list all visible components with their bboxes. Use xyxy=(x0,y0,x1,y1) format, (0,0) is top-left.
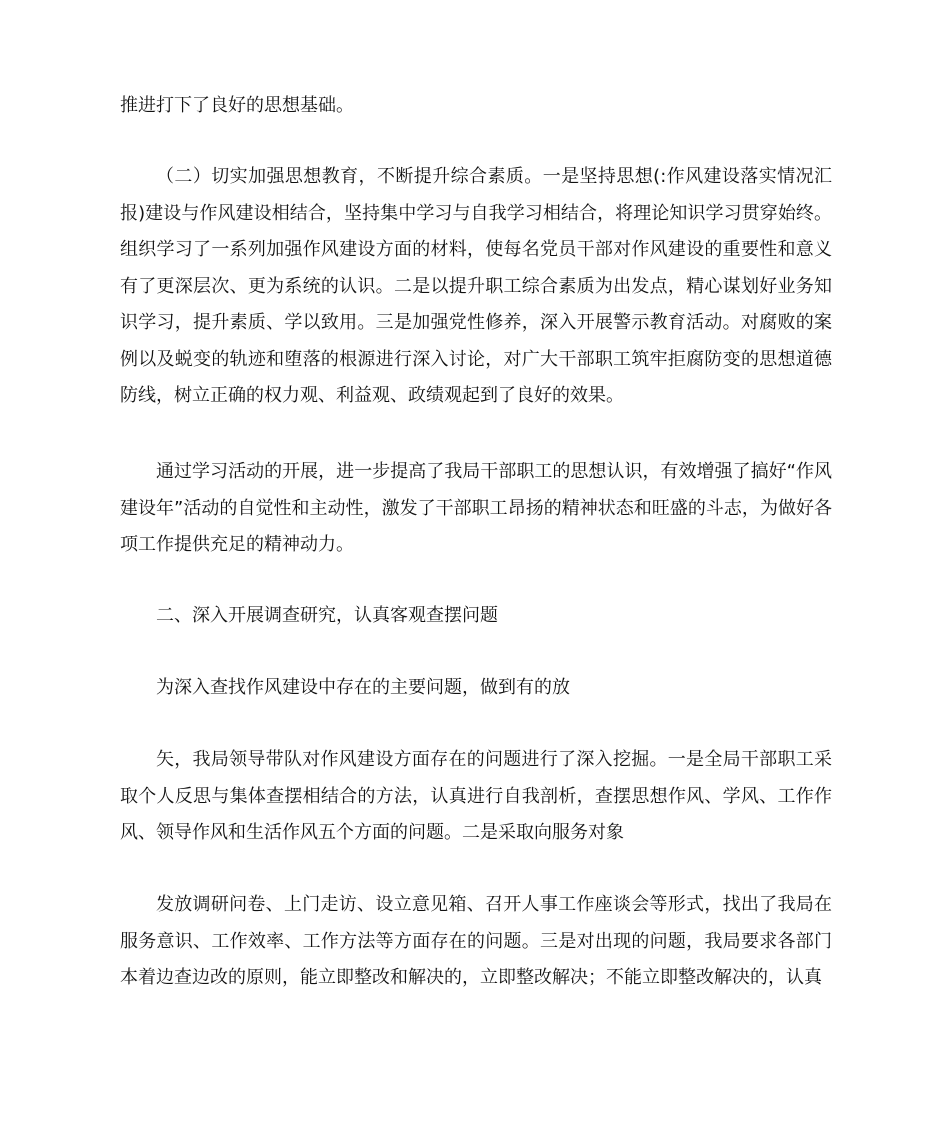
paragraph-continuation: 推进打下了良好的思想基础。 xyxy=(120,95,354,116)
paragraph-find-problems: 为深入查找作风建设中存在的主要问题，做到有的放 xyxy=(156,677,570,698)
section-heading-investigation: 二、深入开展调查研究，认真客观查摆问题 xyxy=(156,605,498,626)
paragraph-leadership-investigation: 矢，我局领导带队对作风建设方面存在的问题进行了深入挖掘。一是全局干部职工采取个人反思与集体查摆相结合的方法，认真进行自我剖析，查摆思想作风、学风、工作作风、领导作风和生活作风五个方面的问题。二是采取向服务对象 xyxy=(120,749,832,843)
paragraph-survey-methods: 发放调研问卷、上门走访、设立意见箱、召开人事工作座谈会等形式，找出了我局在服务意识、工作效率、工作方法等方面存在的问题。三是对出现的问题，我局要求各部门本着边查边改的原则，能立即整改和解决的，立即整改解决；不能立即整改解决的，认真 xyxy=(120,894,832,988)
paragraph-thought-education: （二）切实加强思想教育，不断提升综合素质。一是坚持思想(:作风建设落实情况汇报)建设与作风建设相结合，坚持集中学习与自我学习相结合，将理论知识学习贯穿始终。组织学习了一系列加强作风建设方面的材料，使每名党员干部对作风建设的重要性和意义有了更深层次、更为系统的认识。二是以提升职工综合素质为出发点，精心谋划好业务知识学习，提升素质、学以致用。三是加强党性修养，深入开展警示教育活动。对腐败的案例以及蜕变的轨迹和堕落的根源进行深入讨论，对广大干部职工筑牢拒腐防变的思想道德防线，树立正确的权力观、利益观、政绩观起到了良好的效果。 xyxy=(120,166,832,406)
paragraph-study-results: 通过学习活动的开展，进一步提高了我局干部职工的思想认识，有效增强了搞好“作风建设年”活动的自觉性和主动性，激发了干部职工昂扬的精神状态和旺盛的斗志，为做好各项工作提供充足的精神动力。 xyxy=(120,461,832,555)
